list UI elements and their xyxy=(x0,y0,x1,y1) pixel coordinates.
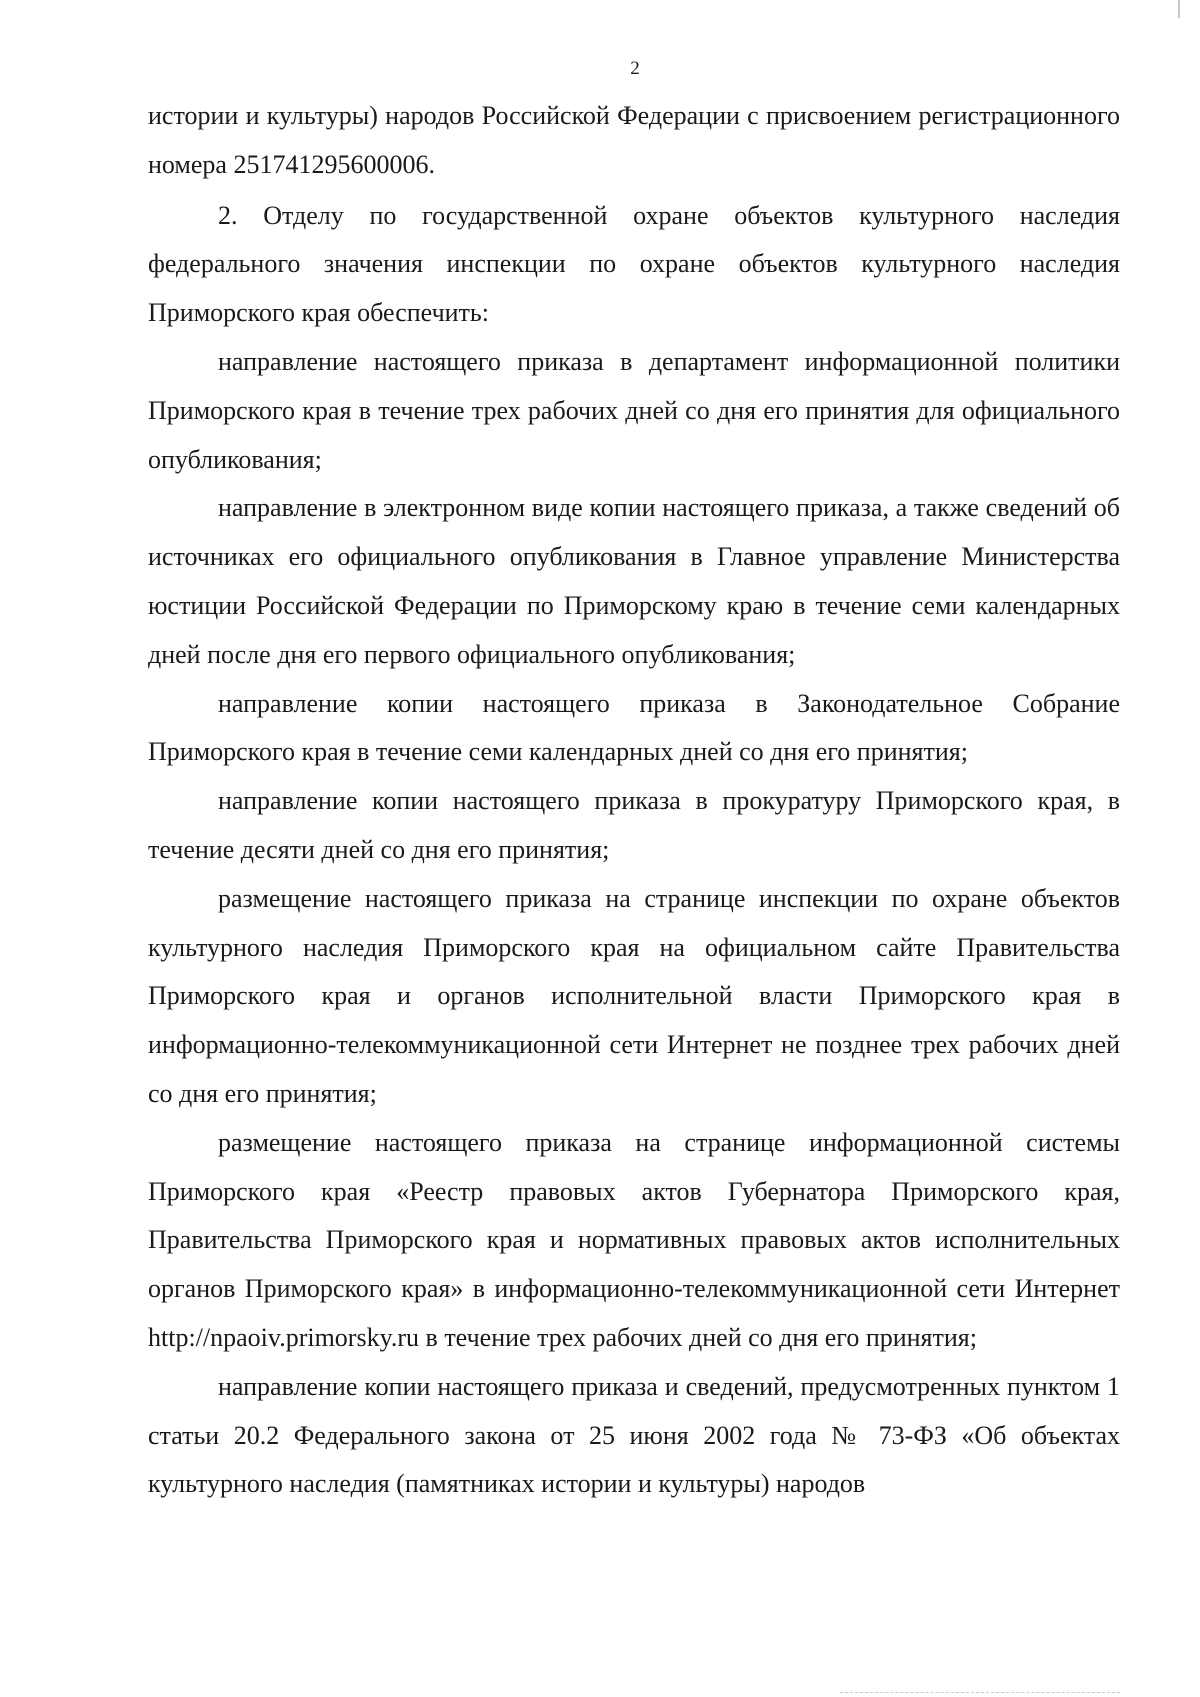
bottom-scan-marks xyxy=(840,1692,1120,1697)
paragraph-continuation: истории и культуры) народов Российской Федерации с присвоением регистрационного номера 251741295600006. xyxy=(148,101,1120,179)
paragraph-item-2: 2. Отделу по государственной охране объектов культурного наследия федерального значения инспекции по охране объектов культурного наследия Приморского края обеспечить: xyxy=(148,200,1120,328)
page-number: 2 xyxy=(630,58,640,79)
paragraph-send-to-justice-ministry: направление в электронном виде копии настоящего приказа, а также сведений об источниках его официального опубликования в Главное управление Министерства юстиции Российской Федерации по Приморскому краю в течение семи календарных дней после дня его первого официального опубликования; xyxy=(148,493,1120,669)
paragraph-publish-in-registry: размещение настоящего приказа на странице информационной системы Приморского края «Реестр правовых актов Губернатора Приморского края, Правительства Приморского края и нормативных правовых актов исполнительных органов Приморского края» в информационно-телекоммуникационной сети Интернет http://npaoiv.primorsky.ru в течение трех рабочих дней со дня его принятия; xyxy=(148,1127,1120,1352)
page-edge-mark xyxy=(1178,0,1180,18)
paragraph-send-to-legislative-assembly: направление копии настоящего приказа в Законодательное Собрание Приморского края в течение семи календарных дней со дня его принятия; xyxy=(148,688,1120,767)
paragraph-send-copy-federal-law: направление копии настоящего приказа и сведений, предусмотренных пунктом 1 статьи 20.2 Федерального закона от 25 июня 2002 года № 73-ФЗ «Об объектах культурного наследия (памятниках истории и культуры) народов xyxy=(148,1371,1120,1499)
paragraph-publish-on-site: размещение настоящего приказа на странице инспекции по охране объектов культурного наследия Приморского края на официальном сайте Правительства Приморского края и органов исполнительной власти Приморского края в информационно-телекоммуникационной сети Интернет не позднее трех рабочих дней со дня его принятия; xyxy=(148,883,1120,1108)
paragraph-send-to-prosecutor: направление копии настоящего приказа в прокуратуру Приморского края, в течение десяти дней со дня его принятия; xyxy=(148,786,1120,864)
document-body xyxy=(148,92,1120,1509)
paragraph-send-to-info-policy: направление настоящего приказа в департамент информационной политики Приморского края в течение трех рабочих дней со дня его принятия для официального опубликования; xyxy=(148,346,1120,474)
